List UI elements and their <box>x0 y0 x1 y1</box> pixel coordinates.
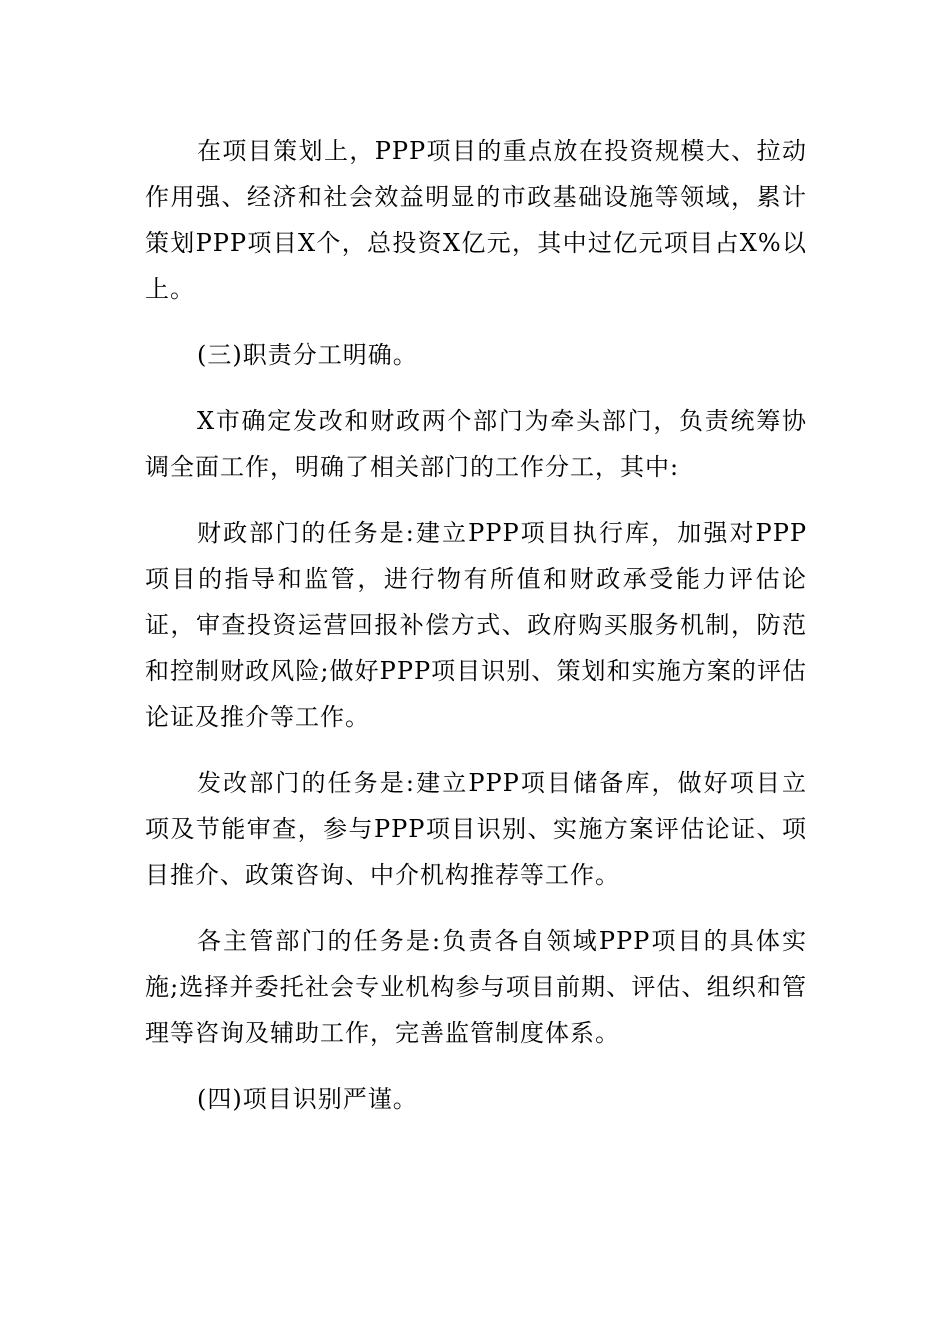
document-page <box>145 128 807 1142</box>
paragraph-project-planning: 在项目策划上，PPP项目的重点放在投资规模大、拉动作用强、经济和社会效益明显的市政基础设施等领域，累计策划PPP项目X个，总投资X亿元，其中过亿元项目占X%以上。 <box>145 137 807 303</box>
paragraph-authority-tasks: 各主管部门的任务是:负责各自领域PPP项目的具体实施;选择并委托社会专业机构参与项目前期、评估、组织和管理等咨询及辅助工作，完善监管制度体系。 <box>145 927 807 1047</box>
paragraph-lead-departments: X市确定发改和财政两个部门为牵头部门，负责统筹协调全面工作，明确了相关部门的工作分工，其中: <box>145 407 807 481</box>
paragraph-development-tasks: 发改部门的任务是:建立PPP项目储备库，做好项目立项及节能审查，参与PPP项目识别、实施方案评估论证、项目推介、政策咨询、中介机构推荐等工作。 <box>145 769 807 889</box>
paragraph-finance-tasks: 财政部门的任务是:建立PPP项目执行库，加强对PPP项目的指导和监管，进行物有所值和财政承受能力评估论证，审查投资运营回报补偿方式、政府购买服务机制，防范和控制财政风险;做好PPP项目识别、策划和实施方案的评估论证及推介等工作。 <box>145 519 807 731</box>
section-heading-4: (四)项目识别严谨。 <box>197 1085 418 1113</box>
section-heading-3: (三)职责分工明确。 <box>197 341 418 369</box>
